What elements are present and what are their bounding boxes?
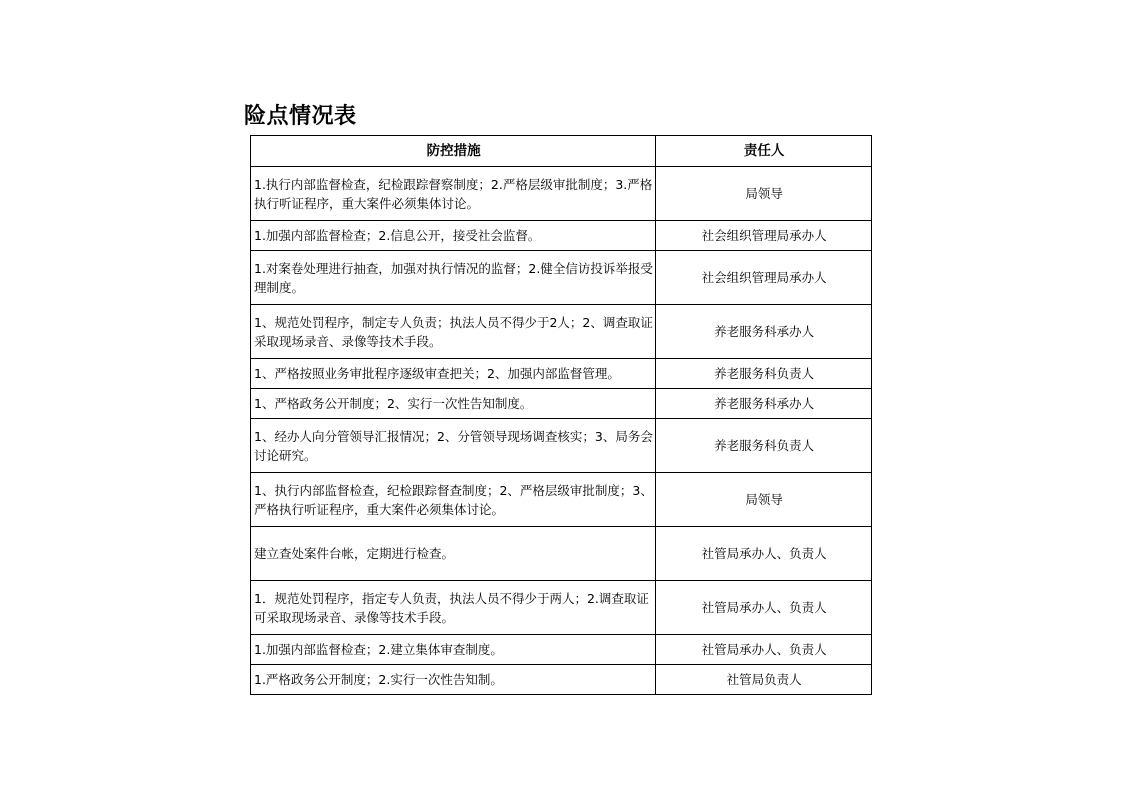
owner-cell: 养老服务科负责人 — [656, 419, 872, 473]
table-row — [251, 305, 872, 359]
owner-cell: 养老服务科承办人 — [656, 389, 872, 419]
table-row — [251, 221, 872, 251]
owner-cell: 社管局承办人、负责人 — [656, 581, 872, 635]
measure-cell: 1.加强内部监督检查；2.信息公开，接受社会监督。 — [251, 221, 656, 251]
risk-control-table — [250, 135, 872, 695]
owner-cell: 社管局承办人、负责人 — [656, 635, 872, 665]
table-row — [251, 635, 872, 665]
table-row — [251, 473, 872, 527]
table-row — [251, 167, 872, 221]
table-header-row — [251, 136, 872, 167]
owner-cell: 社会组织管理局承办人 — [656, 251, 872, 305]
table-row — [251, 389, 872, 419]
table-row — [251, 359, 872, 389]
measure-cell: 1、严格政务公开制度；2、实行一次性告知制度。 — [251, 389, 656, 419]
header-owner: 责任人 — [656, 136, 872, 167]
owner-cell: 社管局承办人、负责人 — [656, 527, 872, 581]
measure-cell: 1.加强内部监督检查；2.建立集体审查制度。 — [251, 635, 656, 665]
header-measures: 防控措施 — [251, 136, 656, 167]
measure-cell: 1．规范处罚程序，指定专人负责，执法人员不得少于两人；2.调查取证可采取现场录音、录像等技术手段。 — [251, 581, 656, 635]
measure-cell: 1、执行内部监督检查，纪检跟踪督查制度；2、严格层级审批制度；3、严格执行听证程序，重大案件必须集体讨论。 — [251, 473, 656, 527]
table-row — [251, 527, 872, 581]
measure-cell: 建立查处案件台帐，定期进行检查。 — [251, 527, 656, 581]
measure-cell: 1、严格按照业务审批程序逐级审查把关；2、加强内部监督管理。 — [251, 359, 656, 389]
table-row — [251, 419, 872, 473]
measure-cell: 1.对案卷处理进行抽查，加强对执行情况的监督；2.健全信访投诉举报受理制度。 — [251, 251, 656, 305]
owner-cell: 局领导 — [656, 473, 872, 527]
table-row — [251, 665, 872, 695]
measure-cell: 1、经办人向分管领导汇报情况；2、分管领导现场调查核实；3、局务会讨论研究。 — [251, 419, 656, 473]
owner-cell: 社管局负责人 — [656, 665, 872, 695]
table-row — [251, 581, 872, 635]
measure-cell: 1.严格政务公开制度；2.实行一次性告知制。 — [251, 665, 656, 695]
owner-cell: 养老服务科承办人 — [656, 305, 872, 359]
measure-cell: 1.执行内部监督检查，纪检跟踪督察制度；2.严格层级审批制度；3.严格执行听证程序，重大案件必须集体讨论。 — [251, 167, 656, 221]
owner-cell: 局领导 — [656, 167, 872, 221]
page-title: 险点情况表 — [244, 104, 357, 129]
measure-cell: 1、规范处罚程序，制定专人负责；执法人员不得少于2人；2、调查取证采取现场录音、录像等技术手段。 — [251, 305, 656, 359]
owner-cell: 养老服务科负责人 — [656, 359, 872, 389]
owner-cell: 社会组织管理局承办人 — [656, 221, 872, 251]
table-row — [251, 251, 872, 305]
